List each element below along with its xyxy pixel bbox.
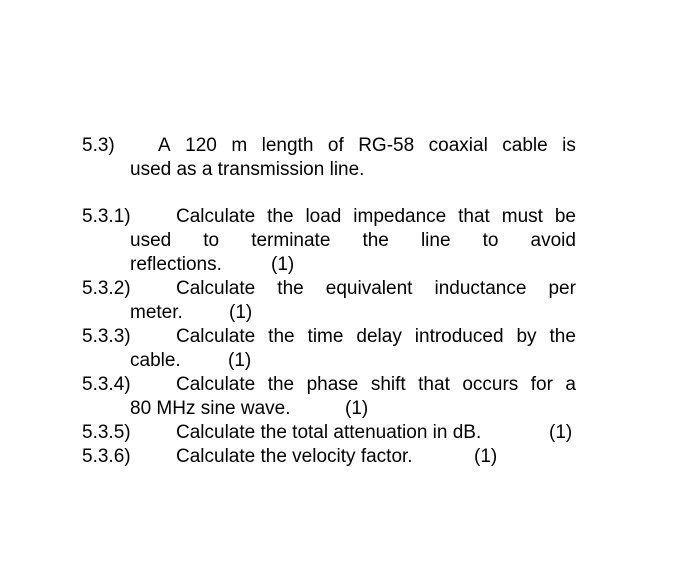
word: A — [158, 135, 171, 156]
word: the — [267, 206, 294, 227]
part-5-3-1-line-2 — [0, 229, 700, 253]
part-text-line-2: cable. — [130, 350, 181, 371]
word: line — [420, 230, 451, 251]
word: Calculate — [176, 206, 256, 227]
word: the — [549, 326, 576, 347]
word: 120 — [185, 135, 217, 156]
part-5-3-3-line-1 — [0, 325, 700, 349]
part-text-line-3: reflections. — [130, 254, 222, 275]
marks-badge: (1) — [474, 446, 498, 467]
word: m — [231, 135, 248, 156]
word: that — [458, 206, 490, 227]
marks-badge: (1) — [345, 398, 369, 419]
word: length — [261, 135, 314, 156]
word: by — [516, 326, 537, 347]
word: must — [501, 206, 543, 227]
word: equivalent — [325, 278, 413, 299]
part-5-3-4-line-1 — [0, 373, 700, 397]
part-number: 5.3.2) — [82, 278, 131, 299]
word: Calculate — [176, 374, 256, 395]
word: the — [268, 326, 295, 347]
word: of — [327, 135, 344, 156]
word: RG-58 — [358, 135, 415, 156]
part-text-line-1: Calculate the total attenuation in dB. — [176, 422, 482, 443]
part-number: 5.3.6) — [82, 446, 131, 467]
word: phase — [306, 374, 359, 395]
marks-badge: (1) — [549, 422, 573, 443]
part-number: 5.3.5) — [82, 422, 131, 443]
part-5-3-5-line-1 — [0, 421, 700, 445]
part-text-line-1 — [176, 277, 576, 301]
word: occurs — [462, 374, 519, 395]
word: avoid — [530, 230, 576, 251]
word: is — [562, 135, 576, 156]
word: that — [418, 374, 450, 395]
word: used — [130, 230, 172, 251]
word: shift — [370, 374, 406, 395]
part-text-line-2: 80 MHz sine wave. — [130, 398, 291, 419]
word: load — [305, 206, 342, 227]
word: Calculate — [176, 278, 256, 299]
question-text-line-1 — [158, 134, 576, 158]
word: coaxial — [428, 135, 488, 156]
word: for — [530, 374, 553, 395]
part-5-3-2-line-1 — [0, 277, 700, 301]
word: impedance — [353, 206, 447, 227]
word: the — [267, 374, 295, 395]
word: introduced — [414, 326, 504, 347]
word: a — [565, 374, 576, 395]
part-text-line-2: meter. — [130, 302, 183, 323]
word: cable — [502, 135, 548, 156]
part-text-line-2 — [130, 229, 576, 253]
part-number: 5.3.1) — [82, 206, 131, 227]
part-text-line-1 — [176, 205, 576, 229]
question-5-3-line-1 — [0, 134, 700, 158]
word: delay — [356, 326, 402, 347]
part-text-line-1: Calculate the velocity factor. — [176, 446, 413, 467]
marks-badge: (1) — [229, 302, 253, 323]
part-text-line-1 — [176, 325, 576, 349]
part-text-line-1 — [176, 373, 576, 397]
word: to — [482, 230, 499, 251]
marks-badge: (1) — [271, 254, 295, 275]
word: terminate — [251, 230, 331, 251]
word: to — [203, 230, 220, 251]
marks-badge: (1) — [228, 350, 252, 371]
part-number: 5.3.3) — [82, 326, 131, 347]
word: per — [548, 278, 576, 299]
word: the — [362, 230, 389, 251]
word: time — [307, 326, 344, 347]
part-number: 5.3.4) — [82, 374, 131, 395]
question-text-line-2: used as a transmission line. — [130, 159, 365, 180]
part-5-3-1-line-1 — [0, 205, 700, 229]
part-5-3-6-line-1 — [0, 445, 700, 469]
word: the — [277, 278, 304, 299]
word: Calculate — [176, 326, 256, 347]
word: inductance — [434, 278, 527, 299]
word: be — [554, 206, 576, 227]
question-number: 5.3) — [82, 135, 115, 156]
